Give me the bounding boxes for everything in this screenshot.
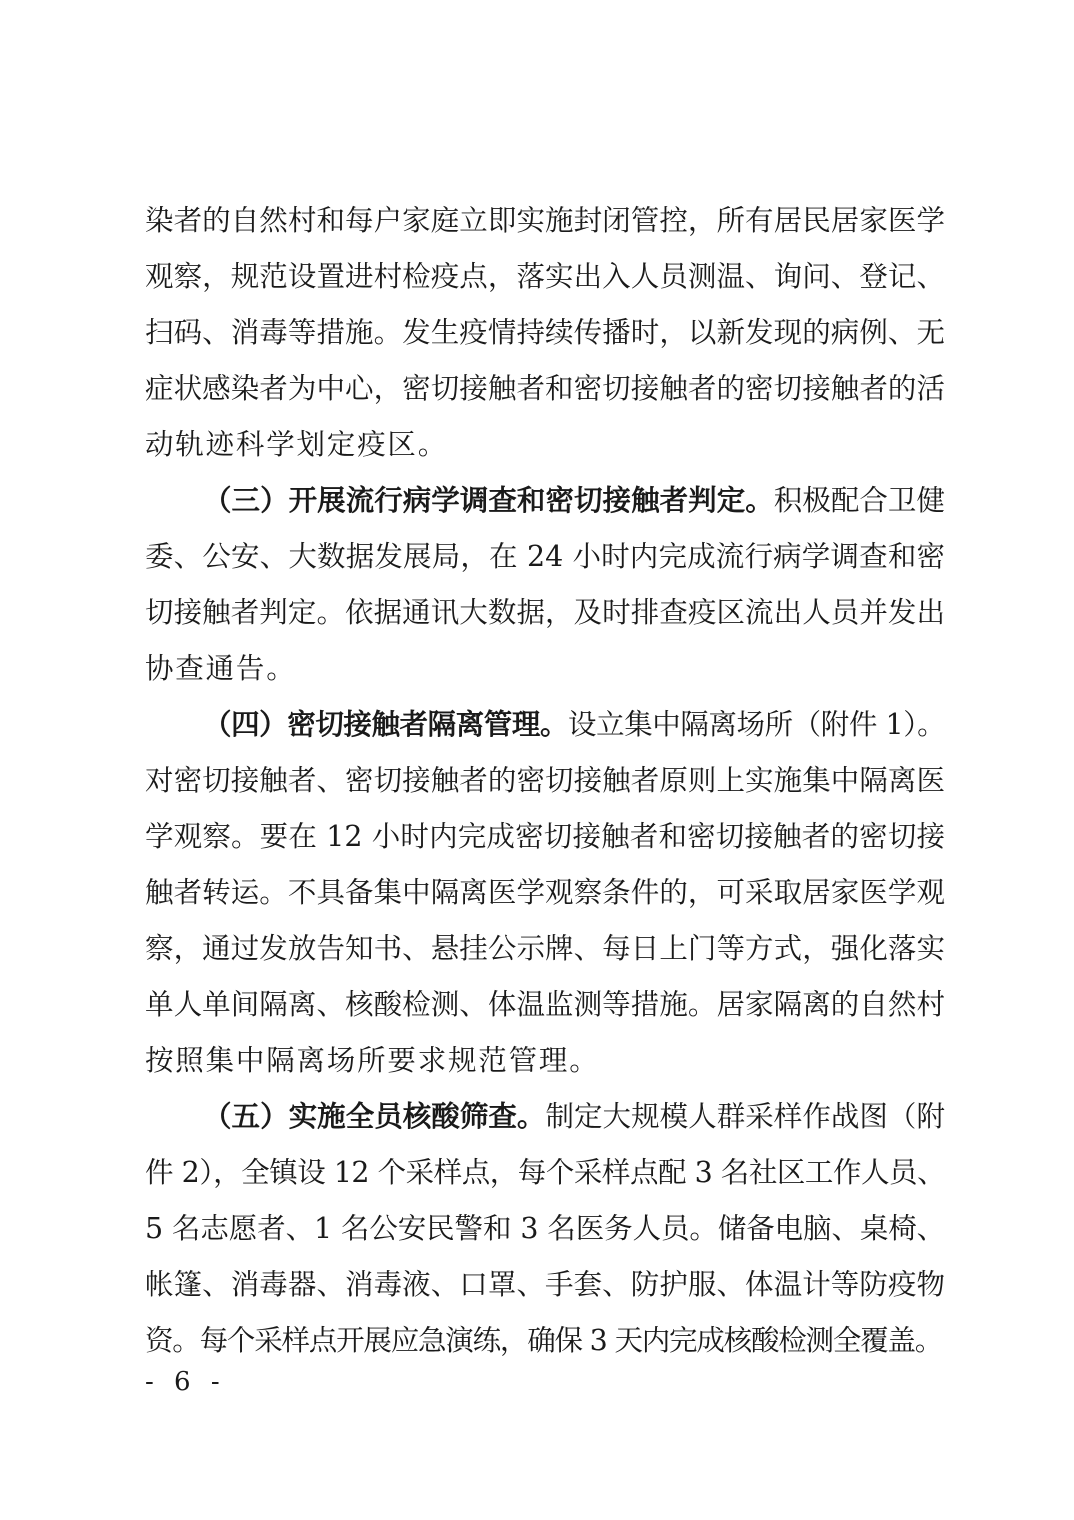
body-line: 染者的自然村和每户家庭立即实施封闭管控，所有居民居家医学 xyxy=(145,204,945,237)
body-line: 5 名志愿者、1 名公安民警和 3 名医务人员。储备电脑、桌椅、 xyxy=(145,1212,945,1245)
section-3-first-line xyxy=(203,479,945,523)
section-4-first-line xyxy=(203,703,945,747)
body-line: 按照集中隔离场所要求规范管理。 xyxy=(145,1044,600,1077)
body-line: 帐篷、消毒器、消毒液、口罩、手套、防护服、体温计等防疫物 xyxy=(145,1268,945,1301)
body-line: 协查通告。 xyxy=(145,652,297,685)
body-line: 学观察。要在 12 小时内完成密切接触者和密切接触者的密切接 xyxy=(145,820,945,853)
body-line: 触者转运。不具备集中隔离医学观察条件的，可采取居家医学观 xyxy=(145,876,945,909)
body-line: 观察，规范设置进村检疫点，落实出入人员测温、询问、登记、 xyxy=(145,260,945,293)
body-line: 单人单间隔离、核酸检测、体温监测等措施。居家隔离的自然村 xyxy=(145,988,945,1021)
body-line: 扫码、消毒等措施。发生疫情持续传播时，以新发现的病例、无 xyxy=(145,316,945,349)
section-3-heading: （三）开展流行病学调查和密切接触者判定。 xyxy=(203,484,774,517)
section-5-text: 制定大规模人群采样作战图（附 xyxy=(545,1100,945,1133)
section-4-heading: （四）密切接触者隔离管理。 xyxy=(203,708,569,741)
body-line: 件 2），全镇设 12 个采样点，每个采样点配 3 名社区工作人员、 xyxy=(145,1156,945,1189)
body-line: 动轨迹科学划定疫区。 xyxy=(145,428,449,461)
body-line: 切接触者判定。依据通讯大数据，及时排查疫区流出人员并发出 xyxy=(145,596,945,629)
body-line: 资。每个采样点开展应急演练，确保 3 天内完成核酸检测全覆盖。 xyxy=(145,1324,943,1357)
body-line: 对密切接触者、密切接触者的密切接触者原则上实施集中隔离医 xyxy=(145,764,945,797)
section-5-heading: （五）实施全员核酸筛查。 xyxy=(203,1100,546,1133)
body-line: 委、公安、大数据发展局，在 24 小时内完成流行病学调查和密 xyxy=(145,540,945,573)
section-4-text: 设立集中隔离场所（附件 1）。 xyxy=(568,708,946,741)
section-5-first-line xyxy=(203,1095,945,1139)
body-line: 症状感染者为中心，密切接触者和密切接触者的密切接触者的活 xyxy=(145,372,945,405)
page-number: - 6 - xyxy=(145,1367,226,1397)
body-line: 察，通过发放告知书、悬挂公示牌、每日上门等方式，强化落实 xyxy=(145,932,945,965)
section-3-text: 积极配合卫健 xyxy=(773,484,945,517)
